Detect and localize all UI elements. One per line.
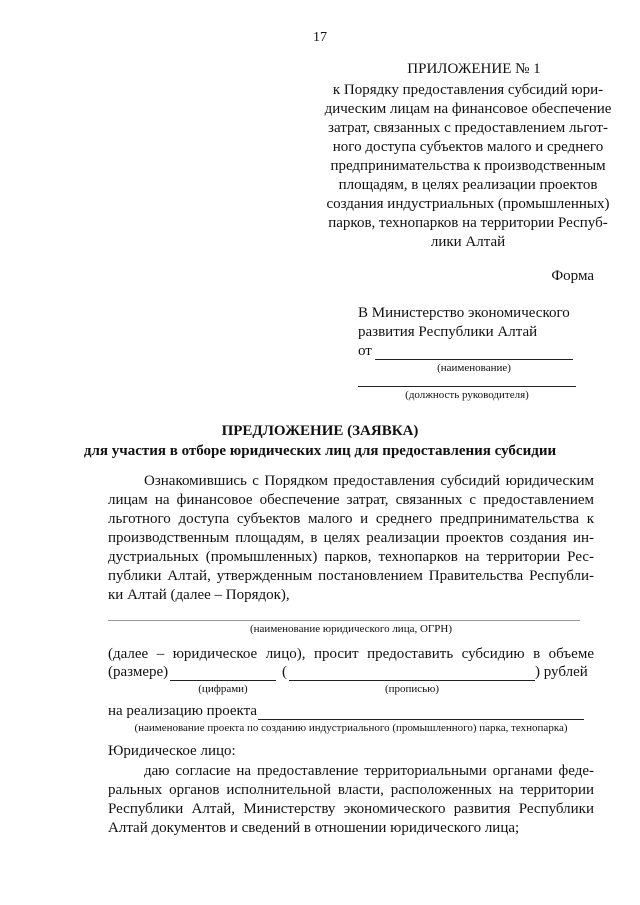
appendix-line: затрат, связанных с предоставлением льгот- (328, 120, 608, 136)
name-fill-line[interactable] (375, 359, 573, 360)
project-label: на реализацию проекта (108, 703, 258, 719)
from-label: от (358, 343, 372, 359)
appendix-line: парков, технопарков на территории Респуб- (328, 215, 608, 231)
request-line: (далее – юридическое лицо), просит предоставить субсидию в объеме (108, 646, 594, 662)
intro-line: лицам на финансовое обеспечение затрат, связанных с предоставлением (108, 492, 594, 508)
intro-line: ки Алтай (далее – Порядок), (108, 587, 290, 603)
appendix-line: лики Алтай (430, 234, 506, 250)
consent-line: ральных органов исполнительной власти, расположенных на территории (108, 782, 594, 798)
paren-open: ( (282, 664, 287, 680)
document-title: ПРЕДЛОЖЕНИЕ (ЗАЯВКА) (221, 423, 419, 439)
intro-line: производственным площадям, в целях реализации проектов создания ин- (108, 530, 594, 546)
project-caption: (наименование проекта по созданию индустриального (промышленного) парка, технопарка) (134, 722, 568, 734)
appendix-line: площадям, в целях реализации проектов (338, 177, 598, 193)
appendix-title: ПРИЛОЖЕНИЕ № 1 (407, 61, 541, 77)
appendix-line: дическим лицам на финансовое обеспечение (324, 101, 612, 117)
addressee-line-1: В Министерство экономического (358, 305, 570, 321)
appendix-line: создания индустриальных (промышленных) (326, 196, 610, 212)
intro-line: льготного доступа субъектов малого и среднего предпринимательства к (108, 511, 594, 527)
words-caption: (прописью) (384, 683, 440, 695)
appendix-line: предпринимательства к производственным (330, 158, 606, 174)
digits-caption: (цифрами) (198, 683, 248, 695)
document-subtitle: для участия в отборе юридических лиц для предоставления субсидии (83, 443, 557, 459)
position-fill-line[interactable] (358, 386, 576, 387)
consent-line: даю согласие на предоставление территориальными органами феде- (144, 763, 594, 779)
entity-fill-line[interactable] (108, 620, 580, 621)
size-label: (размере) (108, 664, 169, 680)
entity-label: Юридическое лицо: (108, 743, 236, 759)
appendix-line: к Порядку предоставления субсидий юри- (332, 82, 604, 98)
addressee-line-2: развития Республики Алтай (358, 324, 538, 340)
digits-fill-line[interactable] (170, 680, 276, 681)
intro-line: Ознакомившись с Порядком предоставления субсидий юридическим (144, 473, 594, 489)
name-caption: (наименование) (437, 362, 511, 374)
entity-caption: (наименование юридического лица, ОГРН) (250, 623, 452, 635)
appendix-line: ного доступа субъектов малого и среднего (332, 139, 604, 155)
consent-line: Республики Алтай, Министерству экономического развития Республики (108, 801, 594, 817)
form-label: Форма (551, 268, 594, 284)
rub-suffix: ) рублей (535, 664, 588, 680)
consent-line: Алтай документов и сведений в отношении юридического лица; (108, 820, 520, 836)
intro-line: публики Алтай, утвержденным постановлением Правительства Республи- (108, 568, 594, 584)
project-fill-line[interactable] (258, 719, 584, 720)
page-number: 17 (313, 30, 327, 45)
words-fill-line[interactable] (289, 680, 535, 681)
intro-line: дустриальных (промышленных) парков, технопарков на территории Рес- (108, 549, 594, 565)
position-caption: (должность руководителя) (405, 389, 529, 401)
